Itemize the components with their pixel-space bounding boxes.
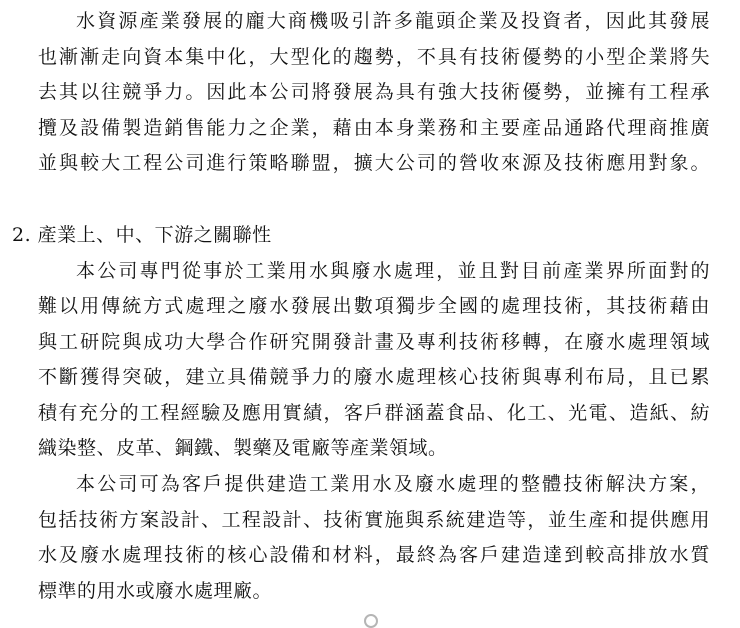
paragraph-line: 不斷獲得突破，建立具備競爭力的廢水處理核心技術與專利布局，且已累 — [38, 366, 710, 388]
paragraph-line: 與工研院與成功大學合作研究開發計畫及專利技術移轉，在廢水處理領域 — [38, 331, 710, 353]
paragraph-line: 去其以往競爭力。因此本公司將發展為具有強大技術優勢，並擁有工程承 — [38, 81, 710, 103]
paragraph-line: 並與較大工程公司進行策略聯盟，擴大公司的營收來源及技術應用對象。 — [38, 152, 710, 174]
paragraph-line: 標準的用水或廢水處理廠。 — [38, 580, 273, 602]
scroll-indicator-icon — [364, 614, 378, 628]
paragraph-line: 水及廢水處理技術的核心設備和材料，最終為客戶建造達到較高排放水質 — [38, 544, 710, 566]
paragraph-line: 本公司專門從事於工業用水與廢水處理，並且對目前產業界所面對的 — [76, 260, 710, 282]
paragraph-line: 也漸漸走向資本集中化，大型化的趨勢，不具有技術優勢的小型企業將失 — [38, 46, 710, 68]
paragraph-line: 包括技術方案設計、工程設計、技術實施與系統建造等，並生產和提供應用 — [38, 509, 710, 531]
paragraph-line: 攬及設備製造銷售能力之企業，藉由本身業務和主要產品通路代理商推廣 — [38, 117, 710, 139]
section-heading: 2. 產業上、中、下游之關聯性 — [12, 224, 272, 246]
paragraph-line: 水資源產業發展的龐大商機吸引許多龍頭企業及投資者，因此其發展 — [76, 10, 710, 32]
paragraph-line: 難以用傳統方式處理之廢水發展出數項獨步全國的處理技術，其技術藉由 — [38, 295, 710, 317]
paragraph-line: 織染整、皮革、鋼鐵、製藥及電廠等產業領域。 — [38, 437, 448, 459]
paragraph-line: 積有充分的工程經驗及應用實績，客戶群涵蓋食品、化工、光電、造紙、紡 — [38, 402, 710, 424]
paragraph-line: 本公司可為客戶提供建造工業用水及廢水處理的整體技術解決方案， — [76, 473, 710, 495]
